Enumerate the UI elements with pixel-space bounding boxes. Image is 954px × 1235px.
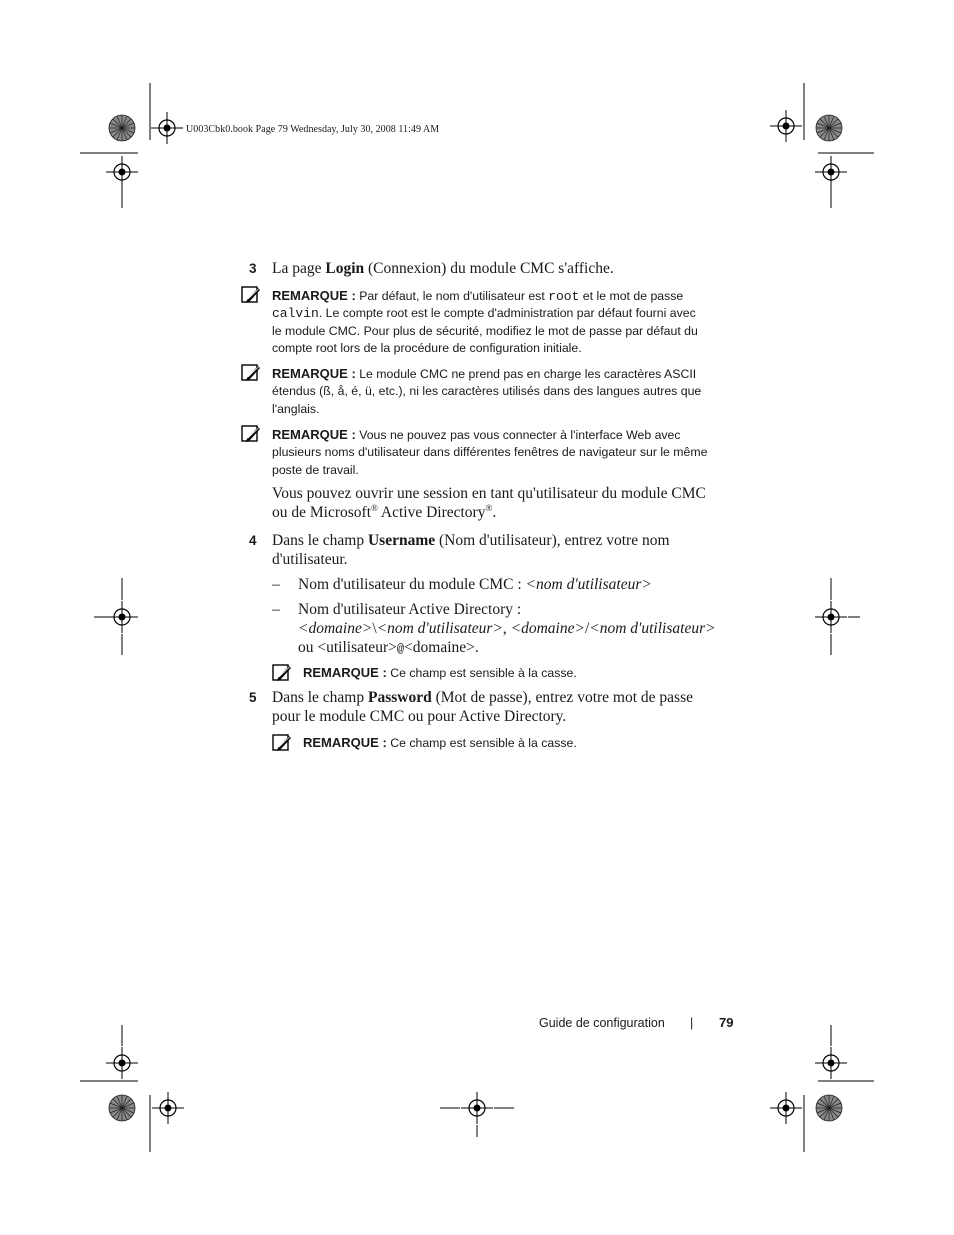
step-4-text: Dans le champ Username (Nom d'utilisateur), entrez votre nom d'utilisateur. [272,532,670,568]
file-header-line: U003Cbk0.book Page 79 Wednesday, July 30, 2008 11:49 AM [186,124,440,135]
registration-crosshair-icon [461,1092,493,1124]
step-3-text: La page Login (Connexion) du module CMC s'affiche. [272,260,614,277]
pencil-note-icon [241,285,261,305]
bullet-dash: – [272,601,280,618]
pencil-note-icon [272,663,292,683]
bullet-dash: – [272,576,280,593]
step-number: 4 [249,533,257,548]
note-multiple-sessions: REMARQUE : Vous ne pouvez pas vous connecter à l'interface Web avec plusieurs noms d'utilisateur dans différentes fenêtres de navigateur sur le même poste de travail. [272,427,708,477]
step-5-text: Dans le champ Password (Mot de passe), entrez votre mot de passe pour le module CMC ou pour Active Directory. [272,689,693,725]
registration-starburst-icon [816,1095,842,1121]
step-number: 5 [249,690,257,705]
registration-crosshair-icon [151,112,183,144]
registration-crosshair-icon [815,1047,847,1079]
footer-separator: | [690,1016,694,1030]
registration-starburst-icon [109,1095,135,1121]
session-paragraph: Vous pouvez ouvrir une session en tant qu'utilisateur du module CMC ou de Microsoft® Active Directory®. [272,485,706,521]
password-term: Password [367,689,432,706]
bullet-ad-username: Nom d'utilisateur Active Directory : <domaine>\<nom d'utilisateur>, <domaine>/<nom d'utilisateur> ou <utilisateur>@<domaine>. [298,601,716,656]
step-number: 3 [249,261,257,276]
registration-crosshair-icon [152,1092,184,1124]
registration-crosshair-icon [106,1047,138,1079]
registration-starburst-icon [816,115,842,141]
note-block [272,663,292,688]
registration-crosshair-icon [106,601,138,633]
registration-crosshair-icon [106,156,138,188]
note-case-sensitive: REMARQUE : Ce champ est sensible à la casse. [303,735,577,750]
page-number: 79 [719,1015,734,1030]
note-default-credentials: REMARQUE : Par défaut, le nom d'utilisateur est root et le mot de passe calvin. Le compte root est le compte d'administration par défaut fourni avec le module CMC. Pour plus de sécurité, modifiez le mot de passe par défaut du compte root lors de la procédure de configuration initiale. [272,288,698,355]
registration-crosshair-icon [770,110,802,142]
pencil-note-icon [241,363,261,383]
note-block [241,285,261,310]
code-calvin: calvin [272,306,319,322]
note-block [241,424,261,449]
username-term: Username [367,532,436,549]
note-case-sensitive: REMARQUE : Ce champ est sensible à la casse. [303,665,577,680]
registration-crosshair-icon [770,1092,802,1124]
registration-starburst-icon [109,115,135,141]
code-root: root [548,289,580,304]
note-ascii-support: REMARQUE : Le module CMC ne prend pas en charge les caractères ASCII étendus (ß, å, é, ü, etc.), ni les caractères utilisés dans des langues autres que l'anglais. [272,366,702,416]
note-block [241,363,261,388]
note-block [272,733,292,758]
login-term: Login [325,260,365,277]
registration-crosshair-icon [815,156,847,188]
pencil-note-icon [241,424,261,444]
footer-section-title: Guide de configuration [539,1016,665,1030]
pencil-note-icon [272,733,292,753]
bullet-cmc-username: Nom d'utilisateur du module CMC : <nom d'utilisateur> [298,576,652,593]
registration-crosshair-icon [815,601,847,633]
